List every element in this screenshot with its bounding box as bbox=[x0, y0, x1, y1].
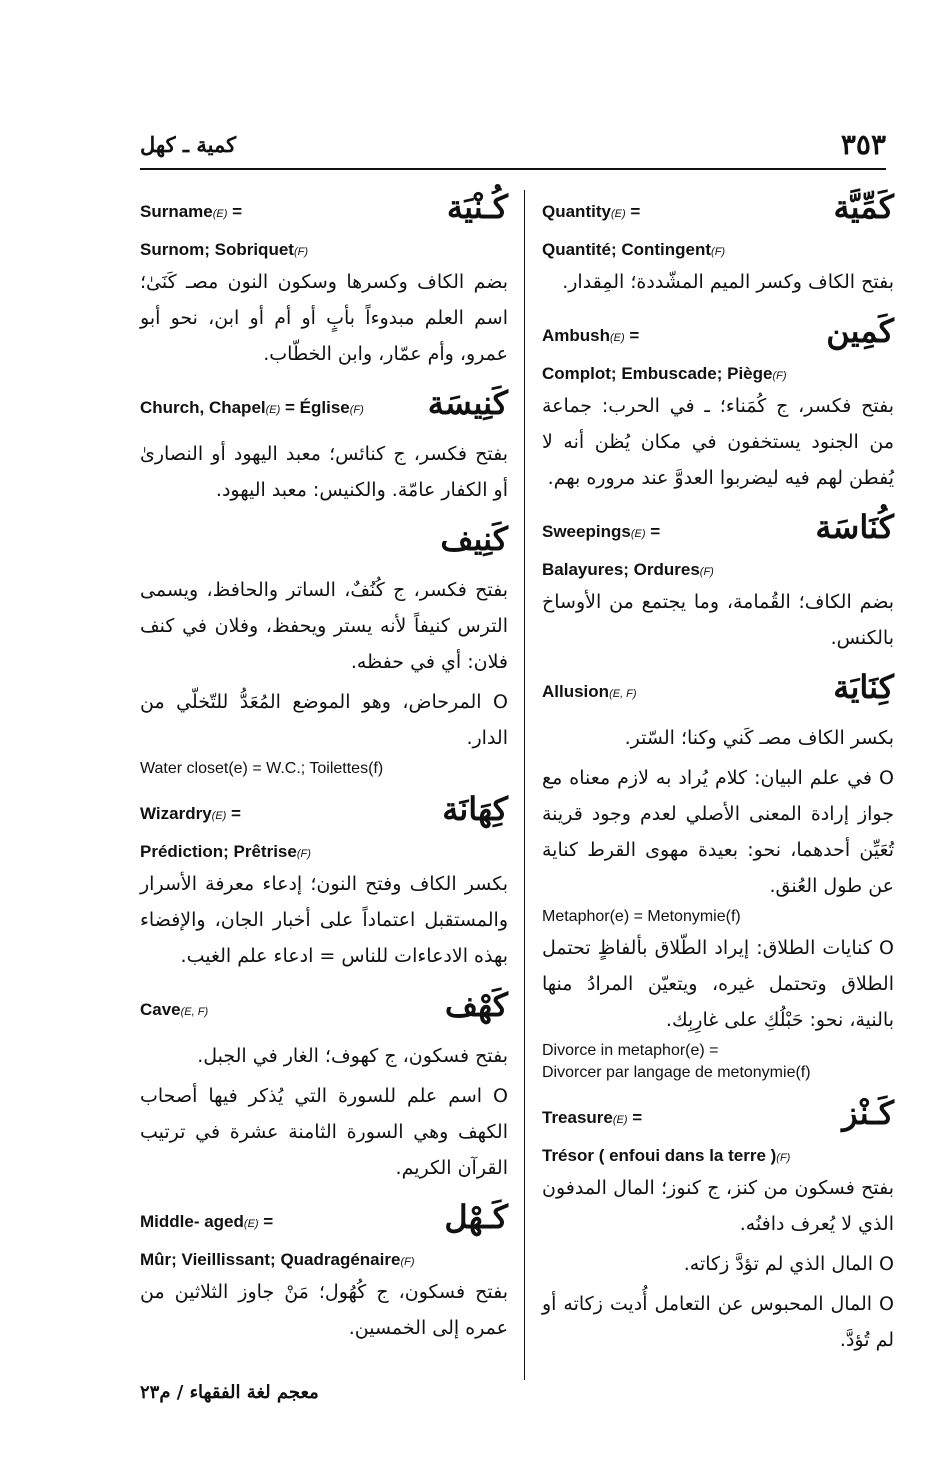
entry-subterm: Metaphor(e) = Metonymie(f) bbox=[542, 908, 741, 925]
entry-definition-2: O المرحاض، وهو الموضع المُعَدُّ للتّخلّي من الدار. bbox=[140, 691, 508, 749]
entry-kammiyya bbox=[542, 190, 894, 300]
entry-english: Surname(E) = bbox=[140, 202, 243, 221]
entry-french: Mûr; Vieillissant; Quadragénaire(F) bbox=[140, 1250, 415, 1269]
entry-definition: بفتح فسكون، ج كُهُول؛ مَنْ جاوز الثلاثين من عمره إلى الخمسين. bbox=[140, 1281, 508, 1339]
entry-subterm: Water closet(e) = W.C.; Toilettes(f) bbox=[140, 760, 384, 777]
entry-subterm: Divorcer par langage de metonymie(f) bbox=[542, 1064, 811, 1081]
entry-english: Wizardry(E) = bbox=[140, 804, 241, 823]
entry-kunya bbox=[140, 190, 508, 372]
entry-french: Prédiction; Prêtrise(F) bbox=[140, 842, 311, 861]
entry-headword: كُنَاسَة bbox=[815, 508, 894, 546]
entry-headword: كَمِين bbox=[826, 312, 894, 350]
entry-headword: كِنَايَة bbox=[833, 668, 894, 706]
entry-kinaya bbox=[542, 670, 894, 1082]
section-title: كمية ـ كهل bbox=[140, 132, 237, 157]
entry-french: Surnom; Sobriquet(F) bbox=[140, 240, 308, 259]
entry-english: Middle- aged(E) = bbox=[140, 1212, 274, 1231]
entry-definition: بفتح فسكون، ج كهوف؛ الغار في الجبل. bbox=[197, 1045, 508, 1067]
entry-french: Trésor ( enfoui dans la terre )(F) bbox=[542, 1146, 791, 1165]
entry-english: Quantity(E) = bbox=[542, 202, 641, 221]
entry-definition: بضم الكاف؛ القُمامة، وما يجتمع من الأوساخ بالكنس. bbox=[542, 591, 894, 649]
entry-kanisa bbox=[140, 386, 508, 508]
entry-subterm: Divorce in metaphor(e) = bbox=[542, 1042, 719, 1059]
entry-definition: بفتح فسكون من كنز، ج كنوز؛ المال المدفون الذي لا يُعرف دافنُه. bbox=[542, 1177, 894, 1235]
left-column bbox=[140, 190, 508, 1360]
entry-headword: كِهَانَة bbox=[442, 790, 508, 828]
entry-definition-2: O في علم البيان: كلام يُراد به لازم معناه مع جواز إرادة المعنى الأصلي لعدم وجود قرينة تُعَيِّن أحدهما، نحو: بعيدة مهوى القرط كناية عن طول العُنق. bbox=[542, 767, 894, 897]
entry-kahf bbox=[140, 988, 508, 1186]
entry-definition-3: O المال المحبوس عن التعامل أُديت زكاته أو لم تُؤدَّ. bbox=[542, 1293, 894, 1351]
entry-kunasa bbox=[542, 510, 894, 656]
entry-english: Sweepings(E) = bbox=[542, 522, 661, 541]
page-number: ٣٥٣ bbox=[840, 128, 886, 161]
header-rule bbox=[140, 168, 886, 170]
entry-definition-2: O اسم علم للسورة التي يُذكر فيها أصحاب الكهف وهي السورة الثامنة عشرة في ترتيب القرآن الكريم. bbox=[140, 1085, 508, 1179]
entry-definition: بفتح فكسر، ج كُمَناء؛ ـ في الحرب: جماعة من الجنود يستخفون في مكان يُظن أنه لا يُفطن لهم فيه ليضربوا العدوَّ عند مروره بهم. bbox=[542, 395, 894, 489]
entry-french: Complot; Embuscade; Piège(F) bbox=[542, 364, 787, 383]
entry-kanif bbox=[140, 522, 508, 778]
entry-definition: بكسر الكاف مصـ كَني وكنا؛ السّتر. bbox=[624, 727, 894, 749]
entry-kahl bbox=[140, 1200, 508, 1346]
entry-headword: كُـنْيَة bbox=[446, 188, 508, 226]
page-footer: معجم لغة الفقهاء / م٢٣ bbox=[140, 1382, 319, 1403]
entry-english: Allusion(E, F) bbox=[542, 682, 637, 701]
entry-english: Treasure(E) = bbox=[542, 1108, 643, 1127]
entry-kanz bbox=[542, 1096, 894, 1358]
entry-definition: بكسر الكاف وفتح النون؛ إدعاء معرفة الأسرار والمستقبل اعتماداً على أخبار الجان، والإفضاء بهذه الادعاءات للناس = ادعاء علم الغيب. bbox=[140, 873, 508, 967]
entry-french: Quantité; Contingent(F) bbox=[542, 240, 726, 259]
entry-headword: كَمِّيَّة bbox=[833, 188, 894, 226]
entry-kihana bbox=[140, 792, 508, 974]
entry-english: Ambush(E) = bbox=[542, 326, 640, 345]
entry-definition-2: O المال الذي لم تؤدَّ زكاته. bbox=[683, 1253, 894, 1275]
entry-definition: بفتح الكاف وكسر الميم المشّددة؛ المِقدار. bbox=[562, 271, 894, 293]
entry-definition-3: O كنايات الطلاق: إيراد الطّلاق بألفاظٍ تحتمل الطلاق وتحتمل غيره، ويتعيّن المرادُ منها بالنية، نحو: حَبْلُكِ على غارِبِك. bbox=[542, 937, 894, 1031]
column-divider bbox=[524, 190, 525, 1380]
entry-definition: بفتح فكسر، ج كُنُفٌ، الساتر والحافظ، ويسمى الترس كنيفاً لأنه يستر ويحفظ، وفلان في كنف فلان: أي في حفظه. bbox=[140, 579, 508, 673]
entry-headword: كَـنْز bbox=[842, 1094, 894, 1132]
entry-english: Church, Chapel(E) = Église(F) bbox=[140, 398, 364, 417]
entry-english: Cave(E, F) bbox=[140, 1000, 209, 1019]
entry-french: Balayures; Ordures(F) bbox=[542, 560, 714, 579]
entry-headword: كَـهْل bbox=[444, 1198, 508, 1236]
entry-kamin bbox=[542, 314, 894, 496]
entry-headword: كَهْف bbox=[444, 986, 508, 1024]
right-column bbox=[542, 190, 894, 1372]
page-header bbox=[140, 128, 886, 162]
entry-headword: كَنِيسَة bbox=[427, 384, 508, 422]
entry-definition: بضم الكاف وكسرها وسكون النون مصـ كَنَىٰ؛ اسم العلم مبدوءاً بأبٍ أو أم أو ابن، نحو أبو عمرو، وأم عمّار، وابن الخطّاب. bbox=[140, 271, 508, 365]
entry-headword: كَنِيف bbox=[440, 520, 508, 558]
entry-definition: بفتح فكسر، ج كنائس؛ معبد اليهود أو النصارىٰ أو الكفار عامّة. والكنيس: معبد اليهود. bbox=[140, 443, 508, 501]
